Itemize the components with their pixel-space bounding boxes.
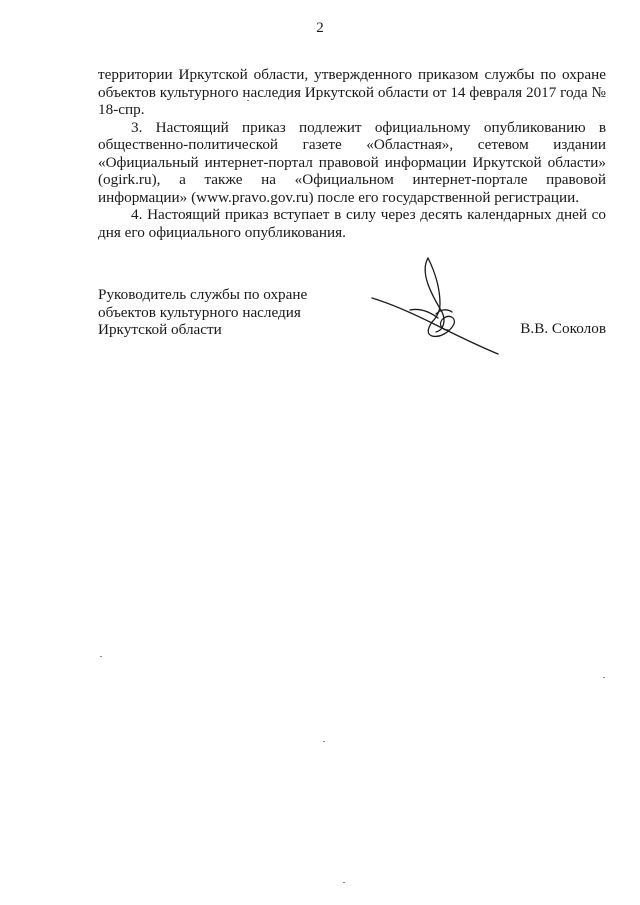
- paragraph-continuation: территории Иркутской области, утвержденного приказом службы по охране объектов культурного наследия Иркутской области от 14 февраля 2017 года № 18-спр.: [98, 66, 606, 118]
- paragraph-item-4: 4. Настоящий приказ вступает в силу через десять календарных дней со дня его официального опубликования.: [98, 206, 606, 241]
- document-body: [98, 66, 606, 241]
- page-number: 2: [316, 20, 324, 36]
- scan-speck: [603, 677, 605, 678]
- scan-speck: [247, 100, 249, 101]
- signer-title-line-2: объектов культурного наследия: [98, 303, 301, 321]
- paragraph-item-3: 3. Настоящий приказ подлежит официальному опубликованию в общественно-политической газете «Областная», сетевом издании «Официальный интернет-портал правовой информации Иркутской области» (ogirk.ru), а также на «Официальном интернет-портале правовой информации» (www.pravo.gov.ru) после его государственной регистрации.: [98, 118, 606, 206]
- scan-speck: [323, 741, 325, 742]
- handwritten-signature: [370, 252, 502, 356]
- signer-title: [98, 286, 307, 339]
- signer-title-line-3: Иркутской области: [98, 321, 222, 338]
- signer-title-line-1: Руководитель службы по охране: [98, 286, 308, 303]
- scan-speck: [100, 656, 102, 657]
- signature-block: [98, 286, 608, 366]
- scan-speck: [343, 882, 345, 883]
- signer-name: В.В. Соколов: [520, 320, 606, 337]
